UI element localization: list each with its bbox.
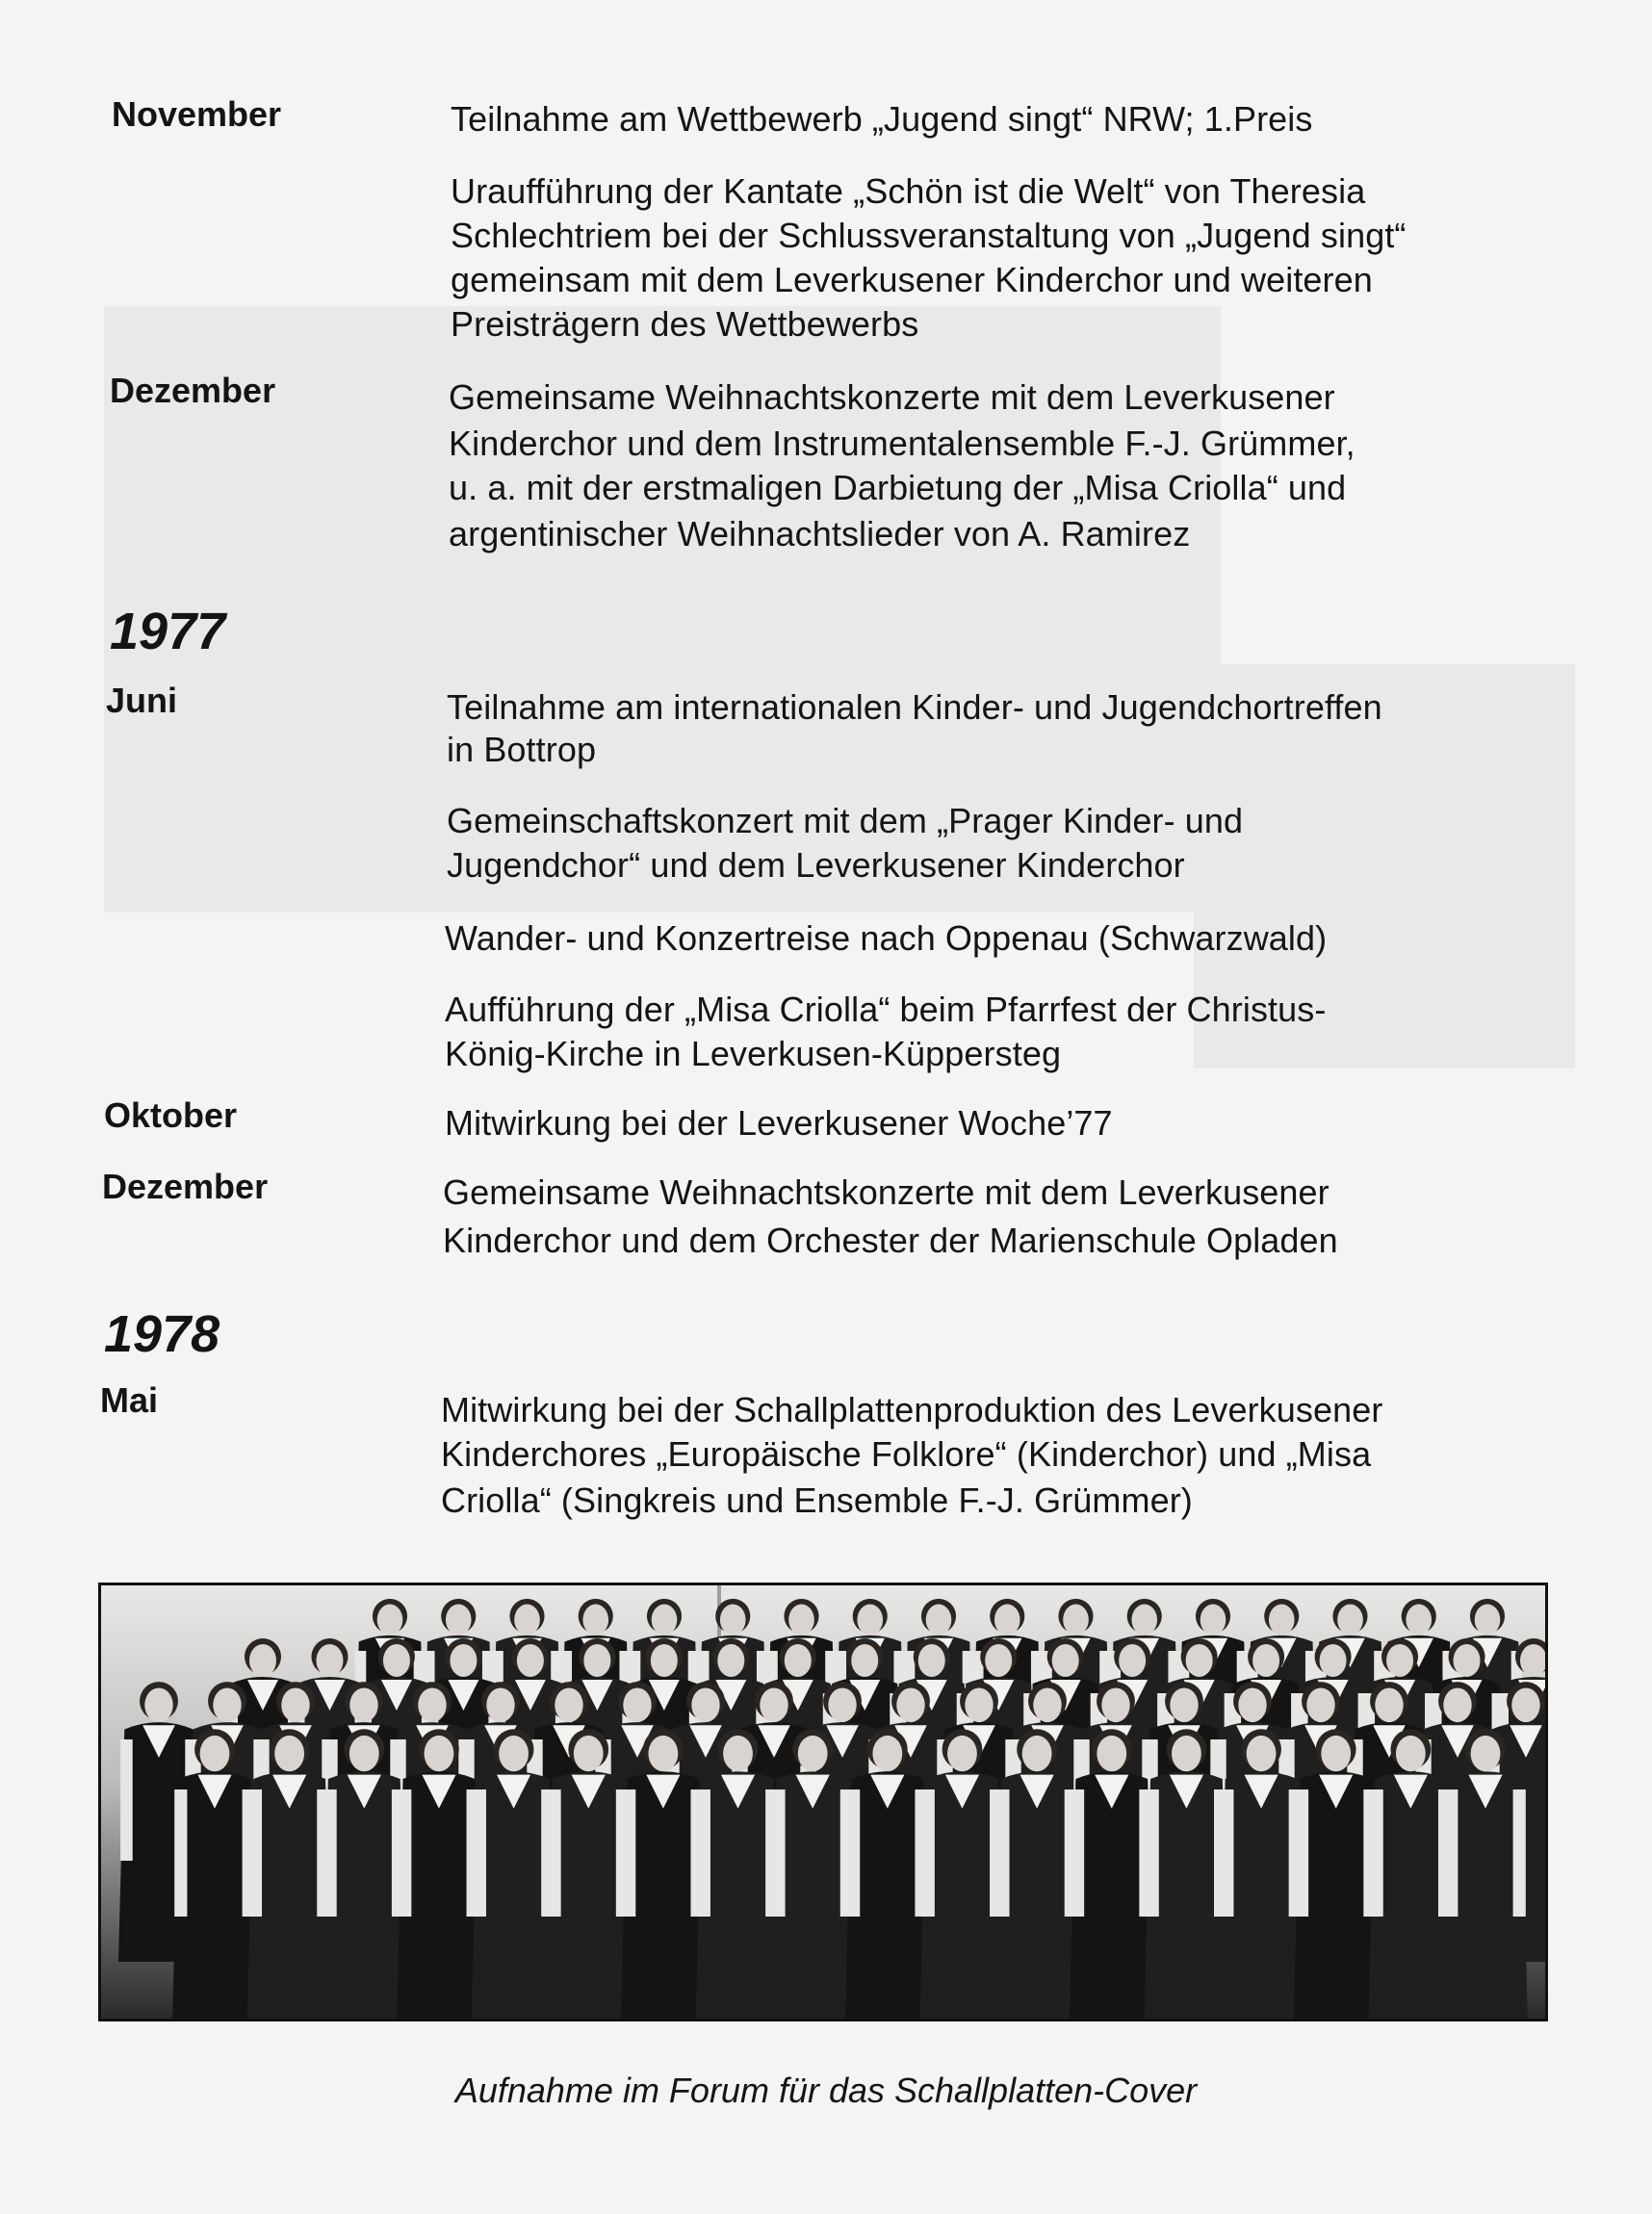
year-heading: 1978	[104, 1305, 220, 1363]
entry-line: König-Kirche in Leverkusen-Küppersteg	[445, 1034, 1062, 1073]
month-dezember: Dezember	[110, 371, 276, 410]
month-november: November	[112, 94, 282, 134]
entry-line: Kinderchores „Europäische Folklore“ (Kinderchor) und „Misa	[441, 1434, 1372, 1474]
month-oktober: Oktober	[104, 1095, 238, 1135]
entry-line: in Bottrop	[447, 730, 597, 769]
entry-line: Jugendchor“ und dem Leverkusener Kinderchor	[447, 845, 1185, 885]
entry-line: Teilnahme am internationalen Kinder- und Jugendchortreffen	[447, 687, 1382, 727]
entry-line: Gemeinsame Weihnachtskonzerte mit dem Leverkusener	[449, 377, 1335, 417]
entry-line: Wander- und Konzertreise nach Oppenau (Schwarzwald)	[445, 918, 1328, 958]
entry-line: Uraufführung der Kantate „Schön ist die Welt“ von Theresia	[451, 171, 1366, 211]
month-mai: Mai	[100, 1380, 159, 1420]
entry-line: Mitwirkung bei der Leverkusener Woche’77	[445, 1103, 1113, 1143]
entry-line: Preisträgern des Wettbewerbs	[451, 304, 919, 344]
year-heading: 1977	[110, 603, 226, 660]
choir-photo-illustration	[101, 1585, 1545, 2019]
photo-caption: Aufnahme im Forum für das Schallplatten-Cover	[454, 2071, 1198, 2110]
entry-line: Kinderchor und dem Instrumentalensemble F.-J. Grümmer,	[449, 424, 1355, 463]
entry-line: Teilnahme am Wettbewerb „Jugend singt“ NRW; 1.Preis	[451, 99, 1313, 139]
entry-line: Kinderchor und dem Orchester der Marienschule Opladen	[443, 1221, 1338, 1260]
entry-line: Mitwirkung bei der Schallplattenproduktion des Leverkusener	[441, 1390, 1383, 1429]
entry-line: Gemeinschaftskonzert mit dem „Prager Kinder- und	[447, 801, 1244, 840]
entry-line: argentinischer Weihnachtslieder von A. Ramirez	[449, 514, 1191, 554]
entry-line: Schlechtriem bei der Schlussveranstaltung von „Jugend singt“	[451, 216, 1407, 255]
entry-line: Gemeinsame Weihnachtskonzerte mit dem Leverkusener	[443, 1172, 1329, 1212]
month-juni: Juni	[106, 681, 178, 720]
month-dezember: Dezember	[102, 1167, 269, 1206]
entry-line: u. a. mit der erstmaligen Darbietung der „Misa Criolla“ und	[449, 468, 1347, 507]
choir-photo	[98, 1583, 1548, 2021]
entry-line: gemeinsam mit dem Leverkusener Kinderchor und weiteren	[451, 260, 1373, 299]
entry-line: Aufführung der „Misa Criolla“ beim Pfarrfest der Christus-	[445, 990, 1327, 1029]
entry-line: Criolla“ (Singkreis und Ensemble F.-J. Grümmer)	[441, 1480, 1193, 1520]
